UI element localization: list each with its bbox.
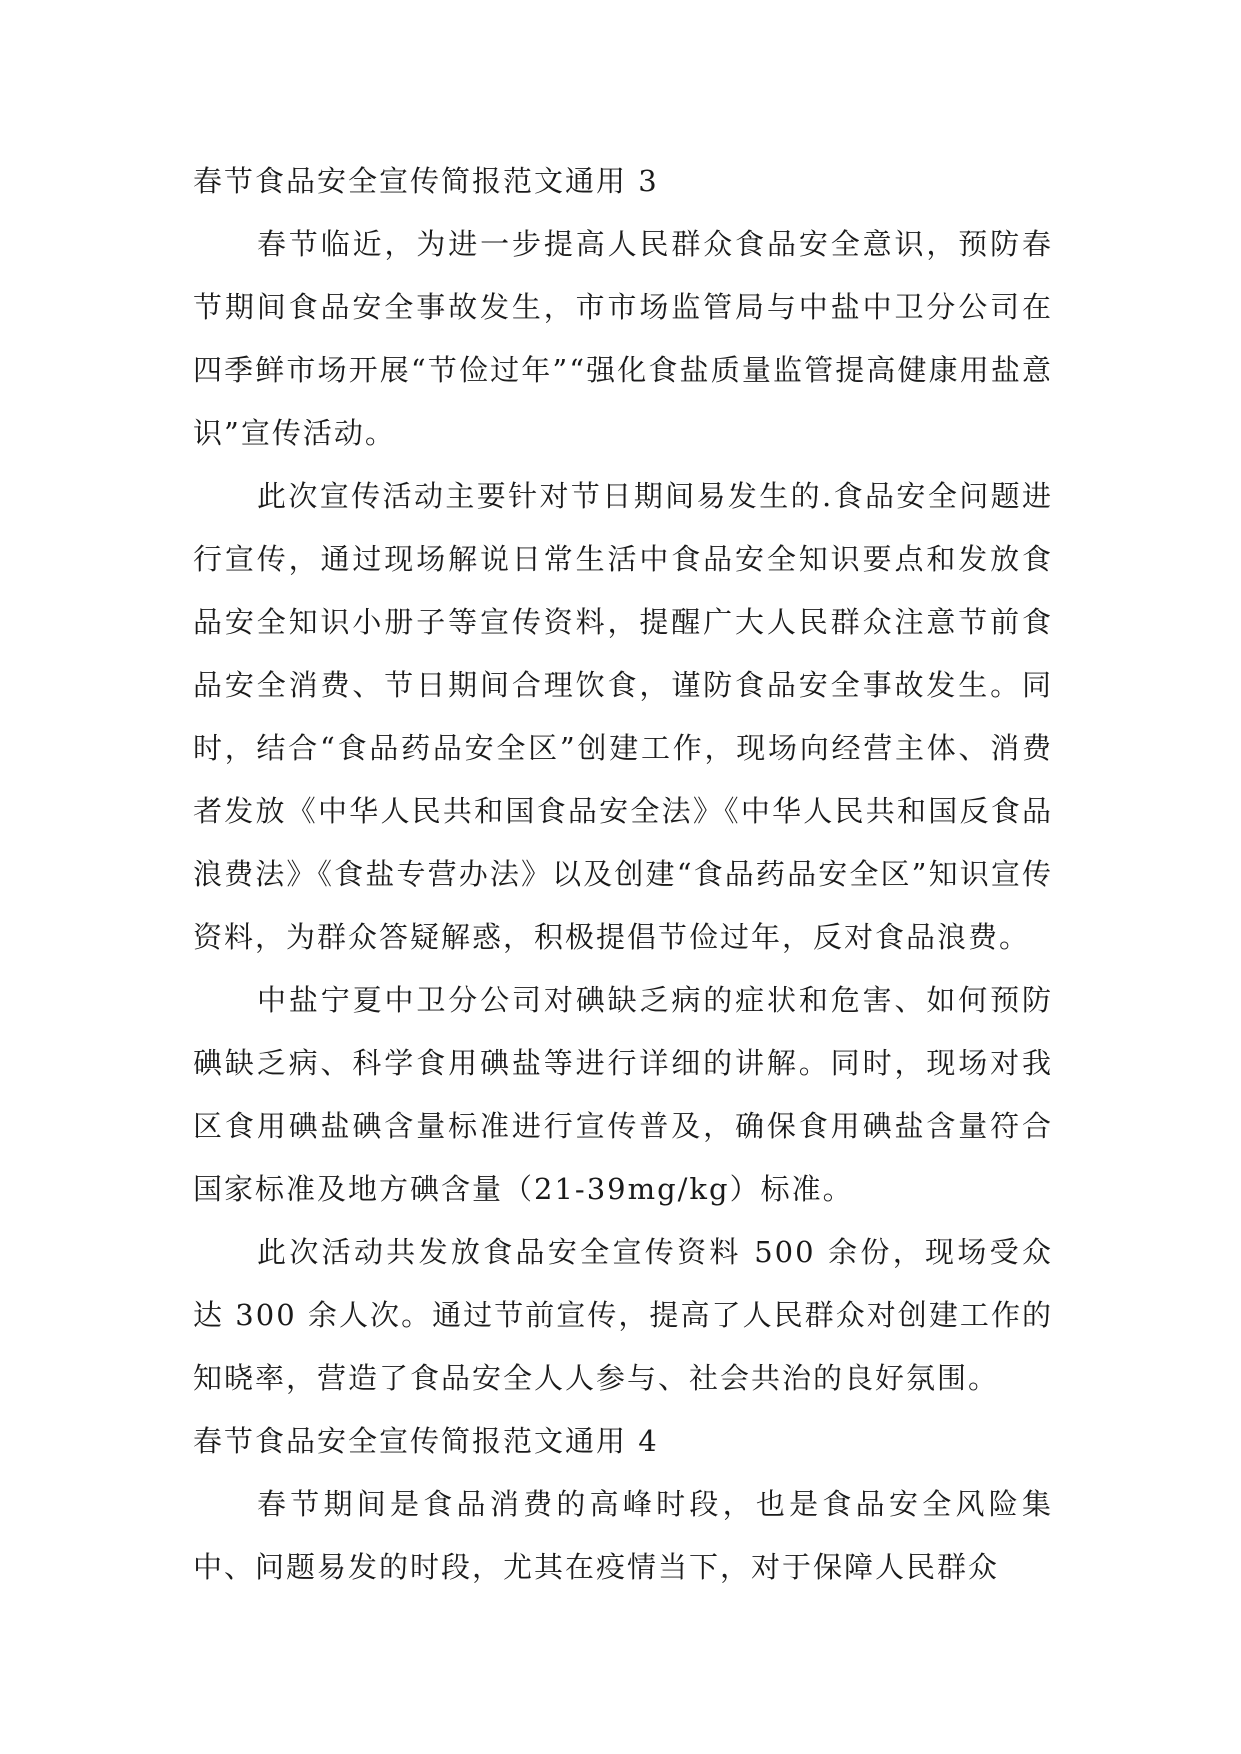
- paragraph: 此次活动共发放食品安全宣传资料 500 余份，现场受众达 300 余人次。通过节前宣传，提高了人民群众对创建工作的知晓率，营造了食品安全人人参与、社会共治的良好氛围。: [193, 1235, 1053, 1395]
- paragraph: 此次宣传活动主要针对节日期间易发生的.食品安全问题进行宣传，通过现场解说日常生活中食品安全知识要点和发放食品安全知识小册子等宣传资料，提醒广大人民群众注意节前食品安全消费、节日期间合理饮食，谨防食品安全事故发生。同时，结合“食品药品安全区”创建工作，现场向经营主体、消费者发放《中华人民共和国食品安全法》《中华人民共和国反食品浪费法》《食盐专营办法》以及创建“食品药品安全区”知识宣传资料，为群众答疑解惑，积极提倡节俭过年，反对食品浪费。: [193, 479, 1053, 954]
- paragraph: 春节临近，为进一步提高人民群众食品安全意识，预防春节期间食品安全事故发生，市市场监管局与中盐中卫分公司在四季鲜市场开展“节俭过年”“强化食盐质量监管提高健康用盐意识”宣传活动。: [193, 227, 1053, 450]
- section-title: 春节食品安全宣传简报范文通用 3: [193, 164, 659, 198]
- section-title: 春节食品安全宣传简报范文通用 4: [193, 1424, 659, 1458]
- section-3: [193, 150, 1053, 1410]
- paragraph: 春节期间是食品消费的高峰时段，也是食品安全风险集中、问题易发的时段，尤其在疫情当下，对于保障人民群众: [193, 1487, 1053, 1584]
- document-body: [193, 150, 1053, 1599]
- paragraph: 中盐宁夏中卫分公司对碘缺乏病的症状和危害、如何预防碘缺乏病、科学食用碘盐等进行详细的讲解。同时，现场对我区食用碘盐碘含量标准进行宣传普及，确保食用碘盐含量符合国家标准及地方碘含量（21-39mg/kg）标准。: [193, 983, 1053, 1206]
- section-4: [193, 1410, 1053, 1599]
